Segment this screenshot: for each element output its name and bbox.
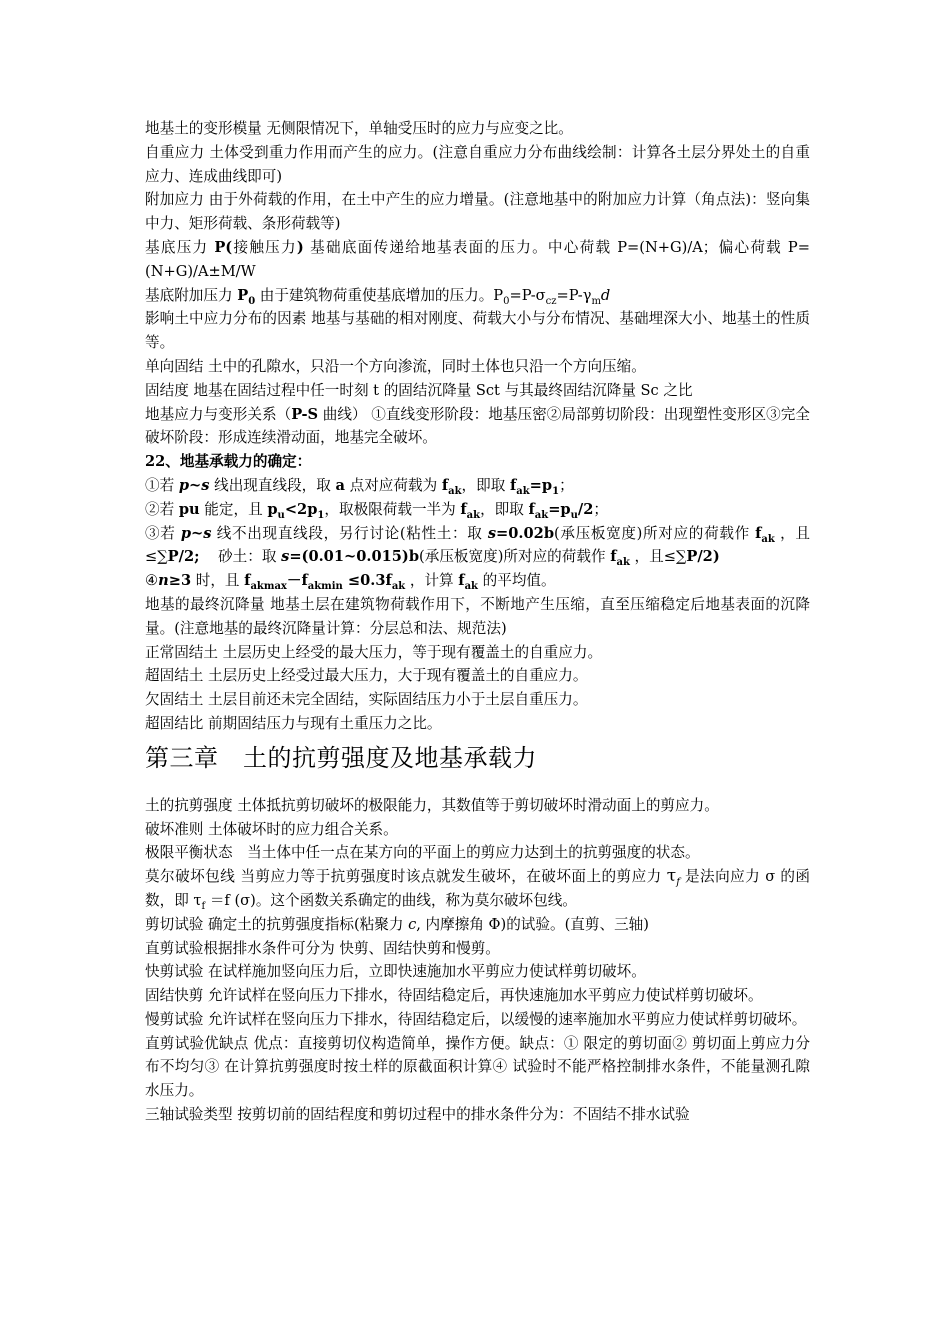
section-heading-bearing-capacity: 22、地基承载力的确定： — [145, 453, 312, 471]
para-ocr: 超固结比 前期固结压力与现有土重压力之比。 — [145, 714, 442, 732]
para-ps-curve: 地基应力与变形关系（P-S 曲线） ①直线变形阶段：地基压密②局部剪切阶段：出现塑性变形区③完全破坏阶段：形成连续滑动面，地基完全破坏。 — [145, 405, 810, 447]
para-bearing-rule-2: ②若 pu 能定，且 $p_u<2p_1$，取极限荷载一半为 $f_{ak}$，即取 $f_{ak}=p_u/2$； — [145, 500, 609, 521]
para-mohr-envelope: 莫尔破坏包线 当剪应力等于抗剪强度时该点就发生破坏，在破坏面上的剪应力 $\tau_f$ 是法向应力 σ 的函数，即 $\tau_f =f$ (σ)。这个函数关系确定的曲线，称为莫尔破坏包线。 — [145, 866, 811, 912]
para-bearing-rule-1: ①若 p~s 线出现直线段，取 a 点对应荷载为 $f_{ak}$，即取 $f_{ak}=p_1$； — [145, 476, 574, 497]
para-under-consolidated: 欠固结土 土层目前还未完全固结，实际固结压力小于土层自重压力。 — [145, 691, 588, 709]
para-shear-strength: 土的抗剪强度 土体抵抗剪切破坏的极限能力，其数值等于剪切破坏时滑动面上的剪应力。 — [145, 796, 719, 814]
para-direct-shear-types: 直剪试验根据排水条件可分为 快剪、固结快剪和慢剪。 — [145, 939, 500, 957]
para-bearing-rule-4: ④n≥3 时，且 $f_{akmax}-f_{akmin} \le 0.3f_{ak}$ ，计算 $f_{ak}$ 的平均值。 — [145, 572, 556, 593]
para-self-weight-stress: 自重应力 土体受到重力作用而产生的应力。(注意自重应力分布曲线绘制：计算各土层分界处土的自重应力、连成曲线即可) — [145, 143, 810, 185]
para-deformation-modulus: 地基土的变形模量 无侧限情况下，单轴受压时的应力与应变之比。 — [145, 120, 573, 137]
para-base-pressure: 基底压力 P(接触压力) 基础底面传递给地基表面的压力。中心荷载 P=(N+G)/A；偏心荷载 P=(N+G)/A±M/W — [145, 238, 810, 280]
para-direct-shear-pros-cons: 直剪试验优缺点 优点：直接剪切仪构造简单，操作方便。缺点：① 限定的剪切面② 剪切面上剪应力分布不均匀③ 在计算抗剪强度时按土样的原截面积计算④ 试验时不能严格控制排水条件，不能量测孔隙水压力。 — [145, 1034, 810, 1100]
para-normally-consolidated: 正常固结土 土层历史上经受的最大压力，等于现有覆盖土的自重应力。 — [145, 643, 603, 661]
para-consolidated-quick: 固结快剪 允许试样在竖向压力下排水，待固结稳定后，再快速施加水平剪应力使试样剪切破坏。 — [145, 987, 763, 1005]
para-triaxial-types: 三轴试验类型 按剪切前的固结程度和剪切过程中的排水条件分为：不固结不排水试验 — [145, 1106, 690, 1124]
para-final-settlement: 地基的最终沉降量 地基土层在建筑物荷载作用下，不断地产生压缩，直至压缩稳定后地基表面的沉降量。(注意地基的最终沉降量计算：分层总和法、规范法) — [145, 595, 810, 637]
para-degree-of-consolidation: 固结度 地基在固结过程中任一时刻 t 的固结沉降量 Sct 与其最终固结沉降量 Sc 之比 — [145, 381, 693, 399]
para-shear-test: 剪切试验 确定土的抗剪强度指标(粘聚力 c, 内摩擦角 Φ)的试验。(直剪、三轴) — [145, 915, 649, 933]
para-failure-criterion: 破坏准则 土体破坏时的应力组合关系。 — [145, 820, 398, 838]
document-page — [145, 117, 810, 1127]
para-limit-equilibrium: 极限平衡状态 当土体中任一点在某方向的平面上的剪应力达到土的抗剪强度的状态。 — [145, 844, 700, 862]
para-one-way-consolidation: 单向固结 土中的孔隙水，只沿一个方向渗流，同时土体也只沿一个方向压缩。 — [145, 357, 646, 375]
chapter-title: 第三章 土的抗剪强度及地基承载力 — [145, 743, 537, 772]
para-base-additional-pressure: 基底附加压力 $P_0$ 由于建筑物荷重使基底增加的压力。$P_0=P-\sigma_{cz}=P-\gamma_md$ — [145, 286, 611, 307]
para-bearing-rule-3: ③若 p~s 线不出现直线段，另行讨论(粘性土：取 s=0.02b(承压板宽度)所对应的荷载作 $f_{ak}$ ，且≤∑P/2; 砂土：取 s=(0.01~0.015)b(承压板宽度)所对应的荷载作 $f_{ak}$ ，且≤∑P/2) — [145, 524, 810, 569]
para-quick-shear: 快剪试验 在试样施加竖向压力后，立即快速施加水平剪应力使试样剪切破坏。 — [145, 963, 646, 981]
para-additional-stress: 附加应力 由于外荷载的作用，在土中产生的应力增量。(注意地基中的附加应力计算（角点法)：竖向集中力、矩形荷载、条形荷载等) — [145, 191, 810, 233]
para-stress-distribution-factors: 影响土中应力分布的因素 地基与基础的相对刚度、荷载大小与分布情况、基础埋深大小、地基土的性质等。 — [145, 310, 810, 352]
para-over-consolidated: 超固结土 土层历史上经受过最大压力，大于现有覆盖土的自重应力。 — [145, 667, 588, 685]
para-slow-shear: 慢剪试验 允许试样在竖向压力下排水，待固结稳定后，以缓慢的速率施加水平剪应力使试样剪切破坏。 — [145, 1010, 807, 1028]
